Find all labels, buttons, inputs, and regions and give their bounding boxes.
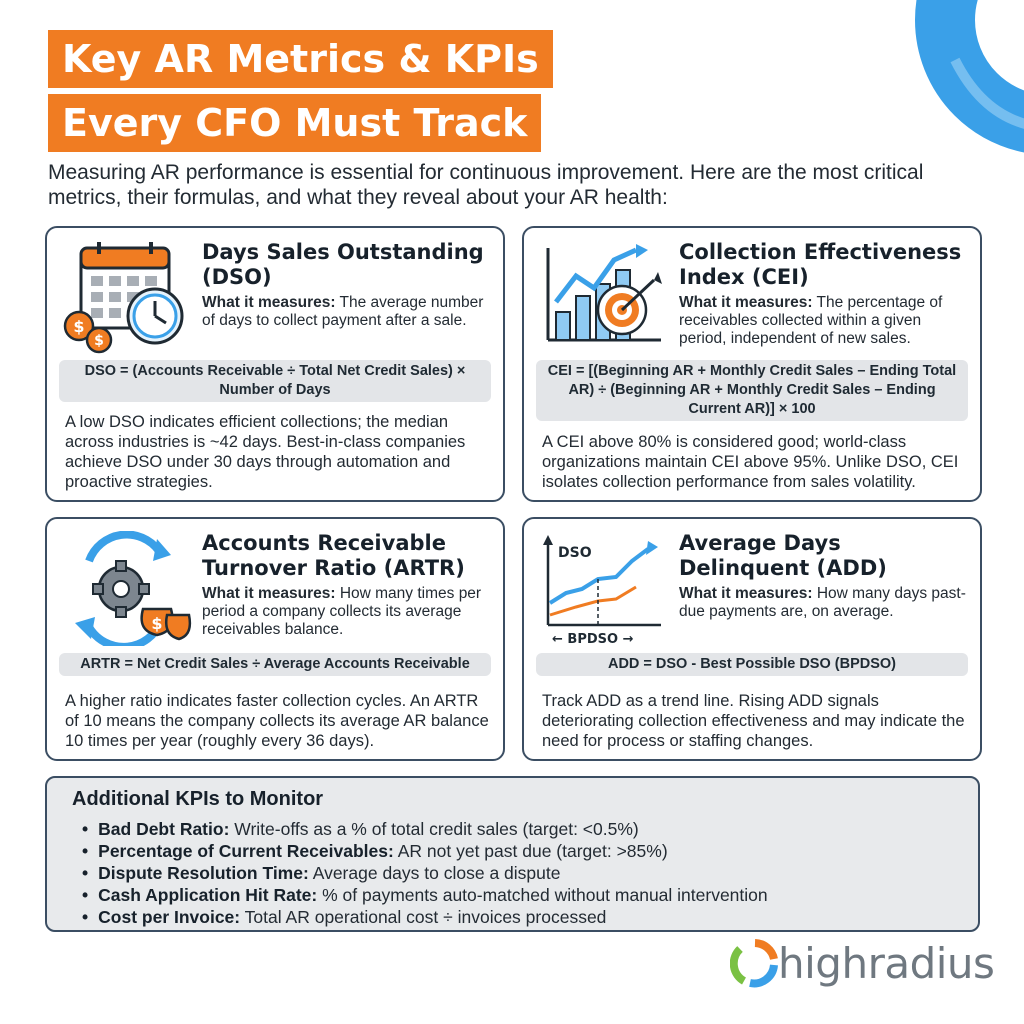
artr-card <box>45 517 505 761</box>
calendar-clock-icon <box>59 240 194 355</box>
kpi-label: Dispute Resolution Time: <box>98 863 309 883</box>
artr-measures <box>202 585 492 639</box>
kpi-text: AR not yet past due (target: >85%) <box>397 841 668 861</box>
cei-description: A CEI above 80% is considered good; world-class organizations maintain CEI above 95%. Unlike DSO, CEI isolates collection performance from sales volatility. <box>542 433 959 491</box>
svg-text:$: $ <box>73 317 85 336</box>
measures-label: What it measures: <box>679 585 813 602</box>
list-item <box>82 818 768 840</box>
cei-title: Collection Effectiveness Index (CEI) <box>679 240 962 289</box>
cei-card <box>522 226 982 502</box>
list-item <box>82 906 768 928</box>
dso-title: Days Sales Outstanding (DSO) <box>202 240 484 289</box>
kpi-text: Average days to close a dispute <box>312 863 561 883</box>
cei-measures-text: The percentage of receivables collected within a given period, independent of new sales. <box>679 294 943 347</box>
dso-description: A low DSO indicates efficient collections; the median across industries is ~42 days. Best-in-class companies achieve DSO under 30 days through automation and proactive strategies. <box>65 413 466 491</box>
dso-formula: DSO = (Accounts Receivable ÷ Total Net Credit Sales) × Number of Days <box>59 360 491 402</box>
list-item <box>82 884 768 906</box>
svg-text:$: $ <box>94 333 104 349</box>
dso-measures-text: The average number of days to collect payment after a sale. <box>202 294 484 329</box>
kpi-label: Cost per Invoice: <box>98 907 241 927</box>
cei-measures <box>679 294 969 348</box>
page-title-line-2: Every CFO Must Track <box>48 94 541 152</box>
list-item <box>82 840 768 862</box>
artr-measures-text: How many times per period a company collects its average receivables balance. <box>202 585 482 638</box>
kpi-label: Bad Debt Ratio: <box>98 819 230 839</box>
chart-label-dso: DSO <box>558 545 592 561</box>
add-measures-text: How many days past-due payments are, on average. <box>679 585 966 620</box>
add-card <box>522 517 982 761</box>
add-description: Track ADD as a trend line. Rising ADD signals deteriorating collection effectiveness and may indicate the need for process or staffing changes. <box>542 692 965 750</box>
highradius-logo-mark-icon <box>730 935 780 995</box>
measures-label: What it measures: <box>679 294 813 311</box>
logo-text: highradius <box>778 939 995 988</box>
dso-measures <box>202 294 492 330</box>
kpi-text: Write-offs as a % of total credit sales (target: <0.5%) <box>234 819 639 839</box>
page-title-line-1: Key AR Metrics & KPIs <box>48 30 553 88</box>
kpi-list <box>82 818 768 928</box>
kpi-text: Total AR operational cost ÷ invoices processed <box>244 907 607 927</box>
dso-card <box>45 226 505 502</box>
kpi-text: % of payments auto-matched without manual intervention <box>322 885 768 905</box>
measures-label: What it measures: <box>202 585 336 602</box>
svg-text:$: $ <box>151 614 163 633</box>
artr-description: A higher ratio indicates faster collection cycles. An ARTR of 10 means the company collects its average AR balance 10 times per year (roughly every 36 days). <box>65 692 489 750</box>
cycle-gear-money-icon <box>59 531 194 646</box>
highradius-logo <box>730 935 995 995</box>
chart-label-bpdso: ← BPDSO → <box>552 632 634 646</box>
kpi-label: Cash Application Hit Rate: <box>98 885 318 905</box>
add-formula: ADD = DSO - Best Possible DSO (BPDSO) <box>536 653 968 676</box>
growth-target-icon <box>536 240 671 355</box>
artr-formula: ARTR = Net Credit Sales ÷ Average Accounts Receivable <box>59 653 491 676</box>
cei-formula: CEI = [(Beginning AR + Monthly Credit Sales – Ending Total AR) ÷ (Beginning AR + Monthly Credit Sales – Ending Current AR)] × 100 <box>536 360 968 421</box>
artr-title: Accounts Receivable Turnover Ratio (ARTR) <box>202 531 465 580</box>
kpi-label: Percentage of Current Receivables: <box>98 841 394 861</box>
list-item <box>82 862 768 884</box>
additional-kpis-title: Additional KPIs to Monitor <box>72 788 324 810</box>
add-title: Average Days Delinquent (ADD) <box>679 531 887 580</box>
trend-line-chart-icon <box>536 531 671 646</box>
additional-kpis-panel <box>45 776 980 932</box>
add-measures <box>679 585 969 621</box>
intro-text: Measuring AR performance is essential for continuous improvement. Here are the most critical metrics, their formulas, and what they reveal about your AR health: <box>48 161 924 209</box>
measures-label: What it measures: <box>202 294 336 311</box>
